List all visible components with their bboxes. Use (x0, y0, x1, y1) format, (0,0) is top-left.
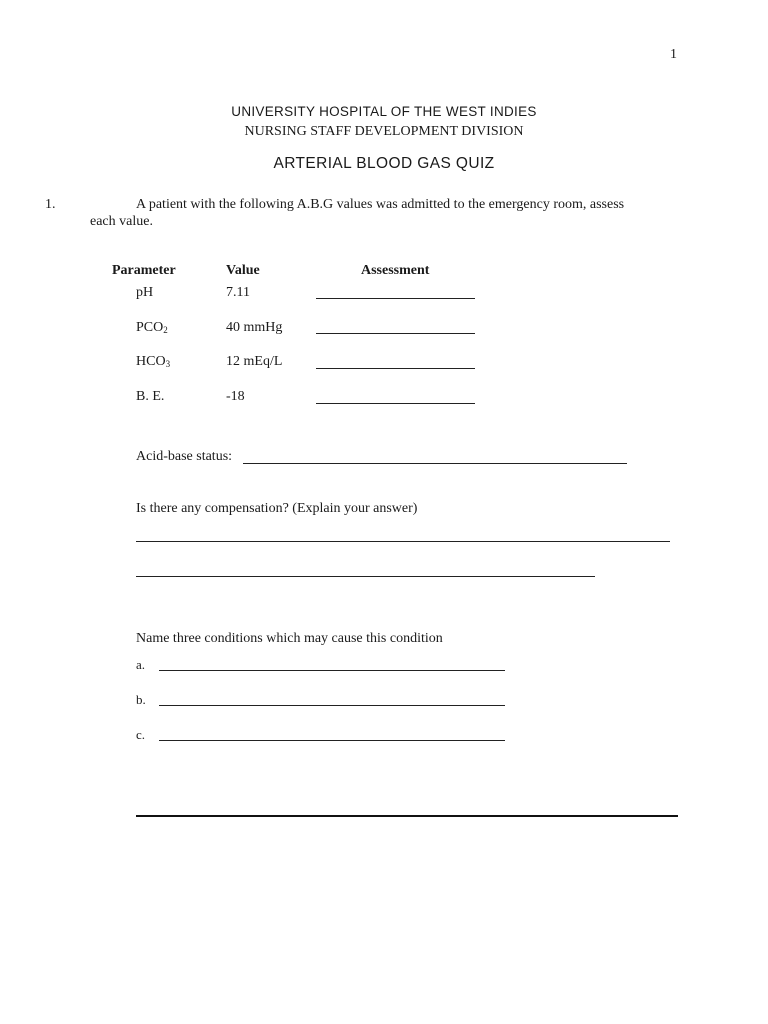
condition-label-a: a. (136, 657, 146, 672)
header-assessment: Assessment (361, 263, 430, 278)
compensation-answer-line-1[interactable] (136, 541, 670, 542)
question-text-line1: A patient with the following A.B.G values was admitted to the emergency room, assess (136, 197, 625, 212)
question-number: 1. (45, 197, 56, 212)
section-divider (136, 815, 678, 817)
condition-label-c: c. (136, 727, 146, 742)
condition-answer-line-a[interactable] (159, 670, 505, 671)
header-value: Value (226, 263, 260, 278)
institution-heading: UNIVERSITY HOSPITAL OF THE WEST INDIES (231, 104, 537, 119)
assessment-line-pco2[interactable] (316, 333, 475, 334)
param-be: B. E. (136, 389, 165, 404)
assessment-line-be[interactable] (316, 403, 475, 404)
condition-answer-line-c[interactable] (159, 740, 505, 741)
param-hco3: $HCO_3$ (136, 354, 171, 369)
assessment-line-hco3[interactable] (316, 368, 475, 369)
compensation-prompt: Is there any compensation? (Explain your answer) (136, 501, 418, 516)
acid-base-label: Acid-base status: (136, 449, 233, 464)
header-parameter: Parameter (112, 263, 176, 278)
param-ph: pH (136, 285, 154, 300)
param-pco2: $PCO_2$ (136, 320, 168, 335)
value-ph: 7.11 (226, 285, 250, 300)
question-text-line2: each value. (90, 214, 153, 229)
compensation-answer-line-2[interactable] (136, 576, 595, 577)
page-number: 1 (670, 47, 677, 62)
acid-base-answer-line[interactable] (243, 463, 627, 464)
condition-label-b: b. (136, 692, 146, 707)
assessment-line-ph[interactable] (316, 298, 475, 299)
conditions-prompt: Name three conditions which may cause this condition (136, 631, 443, 646)
value-be: -18 (226, 389, 245, 404)
value-hco3: 12 mEq/L (226, 354, 283, 369)
condition-answer-line-b[interactable] (159, 705, 505, 706)
division-heading: NURSING STAFF DEVELOPMENT DIVISION (244, 124, 524, 139)
quiz-title: ARTERIAL BLOOD GAS QUIZ (273, 155, 495, 172)
value-pco2: 40 mmHg (226, 320, 283, 335)
